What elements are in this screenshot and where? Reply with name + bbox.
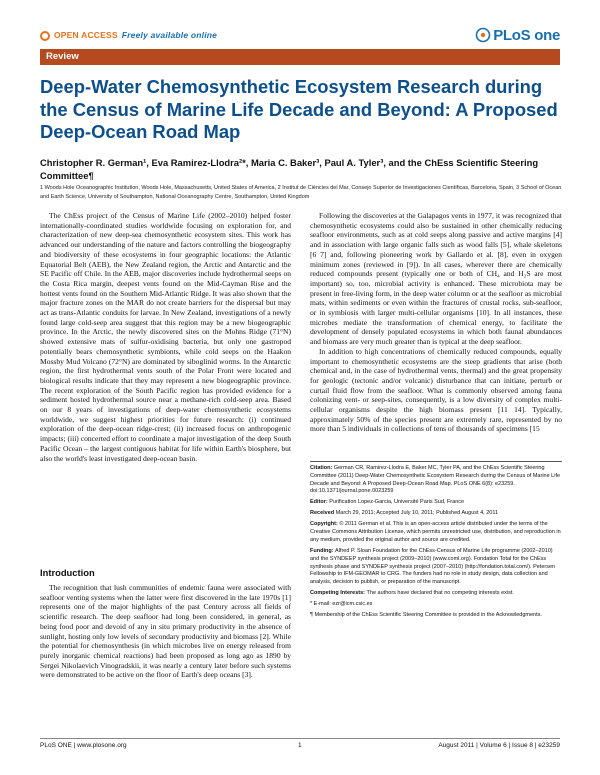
article-info-entry (310, 590, 562, 598)
open-access-text: OPEN ACCESS (54, 30, 118, 40)
introduction-body (40, 583, 291, 680)
article-info-entry (310, 510, 562, 518)
article-info-entry (310, 465, 562, 496)
article-info-box (310, 465, 562, 623)
article-info-text: The authors have declared that no competing interests exist. (366, 590, 514, 597)
article-info-text: Purification Lopez-Garcia, Université Paris Sud, France (329, 499, 465, 506)
plos-one-wordmark: PLoS one (493, 26, 560, 44)
article-info-text: * E-mail: ezr@icm.csic.es (310, 601, 373, 608)
author-list: Christopher R. German¹, Eva Ramirez-Llodra²*, Maria C. Baker³, Paul A. Tyler³, and the ChEss Scientific Steering Committee¶ (40, 157, 539, 181)
open-access-label (54, 30, 217, 40)
plos-logo-icon (475, 27, 491, 43)
article-info-entry (310, 601, 562, 609)
section-label: Review (46, 51, 79, 62)
open-access-lock-icon (40, 31, 50, 41)
freely-available-text: Freely available online (121, 30, 218, 40)
article-title: Deep-Water Chemosynthetic Ecosystem Research during the Census of Marine Life Decade and Beyond: A Proposed Deep-Ocean Road Map (40, 76, 558, 142)
plos-one-logo (475, 24, 560, 46)
section-banner (40, 49, 560, 65)
right-paragraph-2: In addition to high concentrations of chemically reduced compounds, equally important to chemosynthetic ecosystems are the steep gradients that arise (both chemical and, in the case of hydrothermal vents, thermal) and the great propensity for geologic (tectonic and/or volcanic) disturbance that can initiate, perturb or curtail fluid flow from the seafloor. What is commonly observed among fauna colonizing vent- or seep-sites, consequently, is a low diversity of complex multi-cellular organisms despite the high biomass present [11 14]. Typically, approximately 50% of the species present are extremely rare, represented by no more than 5 individuals in collections of tens of thousands of specimens [15 (310, 346, 562, 434)
right-column-body (310, 211, 562, 434)
top-bar (40, 26, 560, 44)
article-info-label: Received (310, 510, 336, 517)
footer-page-number: 1 (298, 742, 302, 749)
article-info-label: Citation: (310, 465, 334, 471)
article-info-label: Funding: (310, 547, 336, 554)
article-info-text: ¶ Membership of the ChEss Scientific Steering Committee is provided in the Acknowledgments. (310, 612, 542, 619)
article-info-text: © 2011 German et al. This is an open-access article distributed under the terms of the Creative Commons Attribution License, which permits unrestricted use, distribution, and reproduction in any medium, provided the original author and source are credited. (310, 521, 561, 543)
affiliations: 1 Woods Hole Oceanographic Institution, Woods Hole, Massachusetts, United States of America, 2 Institut de Ciències del Mar, Consejo Superior de Investigaciones Científicas, Barcelona, Spain, 3 School of Ocean and Earth Science, University of Southampton, National Oceanography Centre, Southampton, United Kingdom (40, 185, 562, 200)
article-info-label: Competing Interests: (310, 590, 367, 597)
footer-divider (40, 738, 560, 739)
article-info-entry (310, 499, 562, 507)
article-info-entry (310, 548, 562, 587)
article-info-label: Copyright: (310, 521, 340, 528)
introduction-heading: Introduction (40, 567, 95, 578)
article-info-text: March 29, 2011; Accepted July 10, 2011; Published August 4, 2011 (335, 510, 499, 517)
introduction-paragraph: The recognition that lush communities of endemic fauna were associated with seafloor venting systems when the latter were first discovered in the late 1970s [1] represents one of the major highlights of the past Century across all fields of scientific research. The deep seafloor had long been considered, in general, as being food poor and devoid of any in situ primary productivity in the absence of sunlight, hosting only low levels of secondary productivity and biomass [2]. While the potential for chemosynthesis (in which microbes live on energy released from purely inorganic chemical reactions) had been proposed as long ago as 1890 by Sergei Nikolaevich Vinogradskii, it was nearly a century later before such systems were demonstrated to be active on the floor of Earth's deep oceans [3]. (40, 583, 291, 680)
article-info-entry (310, 521, 562, 544)
article-info-label: Editor: (310, 499, 330, 506)
article-info-entry (310, 612, 562, 620)
footer-issue: August 2011 | Volume 6 | Issue 8 | e23259 (438, 742, 560, 749)
abstract-text: The ChEss project of the Census of Marine Life (2002–2010) helped foster internationally-coordinated studies worldwide focusing on exploration for, and characterization of new deep-sea chemosynthetic ecosystem sites. This work has advanced our understanding of the nature and factors controlling the biogeography and biodiversity of these ecosystems in four geographic locations: the Atlantic Equatorial Belt (AEB), the New Zealand region, the Arctic and Antarctic and the SE Pacific off Chile. In the AEB, major discoveries include hydrothermal seeps on the Costa Rica margin, deepest vents found on the Mid-Cayman Rise and the hottest vents found on the Southern Mid-Atlantic Ridge. It was also shown that the major fracture zones on the MAR do not create barriers for the dispersal but may act as trans-Atlantic conduits for larvae. In New Zealand, investigations of a newly found large cold-seep area suggest that this region may be a new biogeographic province. In the Arctic, the newly discovered sites on the Mohns Ridge (71°N) showed extensive mats of sulfur-oxidising bacteria, but only one gastropod potentially bears chemosynthetic symbionts, while cold seeps on the Haakon Mossby Mud Volcano (72°N) are dominated by siboglinid worms. In the Antarctic region, the first hydrothermal vents south of the Polar Front were located and biological results indicate that they may represent a new biogeographic province. The recent exploration of the South Pacific region has provided evidence for a sediment hosted hydrothermal source near a methane-rich cold-seep area. Based on our 8 years of investigations of deep-water chemosynthetic ecosystems worldwide, we suggest highest priorities for future research: (i) continued exploration of the deep-ocean ridge-crest; (ii) increased focus on anthropogenic impacts; (iii) concerted effort to coordinate a major investigation of the deep South Pacific Ocean – the largest contiguous habitat for life within Earth's biosphere, but also the world's least investigated deep-ocean basin. (40, 211, 291, 463)
article-info-text: German CR, Ramirez-Llodra E, Baker MC, Tyler PA, and the ChEss Scientific Steering Committee (2011) Deep-Water Chemosynthetic Ecosystem Research during the Census of Marine Life Decade and Beyond: A Proposed Deep-Ocean Road Map. PLoS ONE 6(8): e23259. doi:10.1371/journal.pone.0023259 (310, 465, 561, 495)
article-info-divider (310, 461, 562, 462)
right-paragraph-1: Following the discoveries at the Galapagos vents in 1977, it was recognized that chemosynthetic ecosystems could also be sustained in other chemically reducing seafloor environments, such as at cold seeps along passive and active margins [4] and in association with large organic falls such as wood falls [5], whale skeletons [6 7] and, following pioneering work by Gallardo et al. [8], even in oxygen minimum zones (reviewed in [9]). In all cases, wherever there are chemically reduced compounds present (typically one or both of CH₄ and H₂S are most important) so, too, microbial activity is enhanced. These microbiota may be present in free-living form, in the deep water column or at the seafloor as microbial mats, within sediments or even within the fractures of crustal rocks, sub-seafloor, or in symbiosis with larger multi-cellular organisms [10]. In all instances, these microbes mediate the transformation of chemical energy, to facilitate the development of densely populated ecosystems in which both faunal abundances and biomass are very much greater than is typical at the deep seafloor. (310, 211, 562, 347)
abstract (40, 211, 291, 463)
footer-journal: PLoS ONE | www.plosone.org (40, 742, 127, 749)
article-info-text: Alfred P. Sloan Foundation for the ChEss-Census of Marine Life programme (2002–2010) and the SYNDEEP synthesis project (2009–2010) (www.coml.org). Fondation Total for the ChEss synthesis phase and SYNDEEP synthesis project (2007–2010) (http://fondation.total.com/). Petersen Fellowship to IFM-GEOMAR to CRG. The funders had no role in study design, data collection and analysis, decision to publish, or preparation of the manuscript. (310, 547, 556, 586)
